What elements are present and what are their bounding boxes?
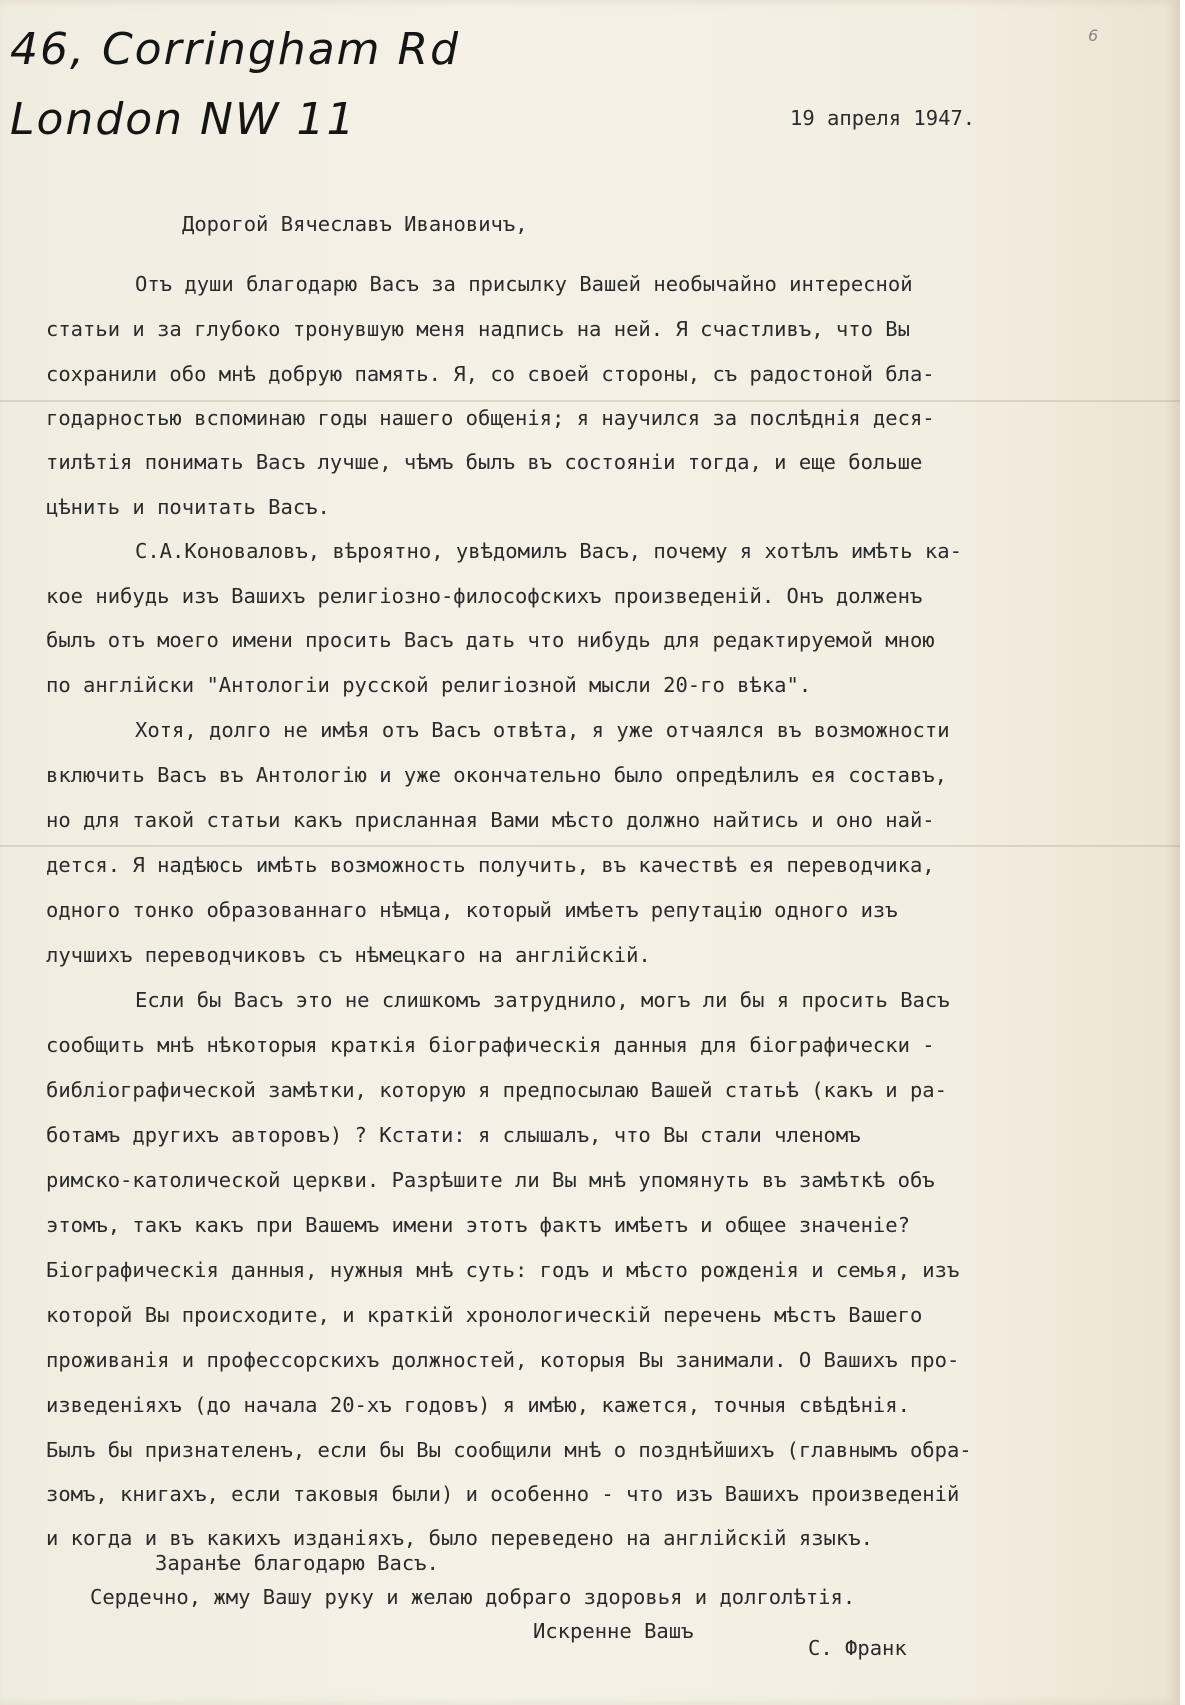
signature: С. Франк xyxy=(808,1636,907,1660)
body-line: Отъ души благодарю Васъ за присылку Вашей необычайно интересной xyxy=(135,272,913,296)
handwritten-address-line2: London NW 11 xyxy=(10,94,357,145)
body-line: С.А.Коноваловъ, вѣроятно, увѣдомилъ Васъ, почему я хотѣлъ имѣть ка- xyxy=(135,539,962,563)
body-line: сообщить мнѣ нѣкоторыя краткія біографическія данныя для біографически - xyxy=(46,1033,935,1057)
letter-date: 19 апреля 1947. xyxy=(790,106,976,130)
paper-fold-line xyxy=(0,845,1180,847)
closing-wishes: Сердечно, жму Вашу руку и желаю добраго здоровья и долголѣтія. xyxy=(90,1585,856,1609)
body-line: которой Вы происходите, и краткій хронологическій перечень мѣстъ Вашего xyxy=(46,1303,923,1327)
body-line: былъ отъ моего имени просить Васъ дать что нибудь для редактируемой мною xyxy=(46,628,935,652)
paper-fold-line xyxy=(0,400,1180,402)
body-line: по англійски "Антологіи русской религіозной мысли 20-го вѣка". xyxy=(46,673,812,697)
body-line: библіографической замѣтки, которую я предпосылаю Вашей статьѣ (какъ и ра- xyxy=(46,1078,947,1102)
body-line: проживанія и профессорскихъ должностей, которыя Вы занимали. О Вашихъ про- xyxy=(46,1348,960,1372)
body-line: ботамъ другихъ авторовъ) ? Кстати: я слышалъ, что Вы стали членомъ xyxy=(46,1123,861,1147)
handwritten-address-line1: 46, Corringham Rd xyxy=(10,24,461,75)
body-line: сохранили обо мнѣ добрую память. Я, со своей стороны, съ радостоной бла- xyxy=(46,362,935,386)
closing-thanks: Заранѣе благодарю Васъ. xyxy=(155,1551,439,1575)
body-line: этомъ, такъ какъ при Вашемъ имени этотъ фактъ имѣетъ и общее значеніе? xyxy=(46,1213,910,1237)
body-line: и когда и въ какихъ изданіяхъ, было переведено на англійскій языкъ. xyxy=(46,1526,873,1550)
page-number: 6 xyxy=(1088,26,1099,45)
body-line: Былъ бы признателенъ, если бы Вы сообщили мнѣ о позднѣйшихъ (главнымъ обра- xyxy=(46,1438,972,1462)
body-line: включить Васъ въ Антологію и уже окончательно было опредѣлилъ ея составъ, xyxy=(46,763,947,787)
body-line: Хотя, долго не имѣя отъ Васъ отвѣта, я уже отчаялся въ возможности xyxy=(135,718,950,742)
closing-sincerely: Искренне Вашъ xyxy=(533,1619,694,1643)
body-line: статьи и за глубоко тронувшую меня надпись на ней. Я счастливъ, что Вы xyxy=(46,317,910,341)
body-line: лучшихъ переводчиковъ съ нѣмецкаго на англійскій. xyxy=(46,943,651,967)
body-line: изведеніяхъ (до начала 20-хъ годовъ) я имѣю, кажется, точныя свѣдѣнія. xyxy=(46,1393,910,1417)
body-line: Если бы Васъ это не слишкомъ затруднило, могъ ли бы я просить Васъ xyxy=(135,988,950,1012)
body-line: римско-католической церкви. Разрѣшите ли Вы мнѣ упомянуть въ замѣткѣ объ xyxy=(46,1168,935,1192)
body-line: цѣнить и почитать Васъ. xyxy=(46,495,330,519)
body-line: зомъ, книгахъ, если таковыя были) и особенно - что изъ Вашихъ произведеній xyxy=(46,1482,960,1506)
body-line: дется. Я надѣюсь имѣть возможность получить, въ качествѣ ея переводчика, xyxy=(46,853,935,877)
body-line: тилѣтія понимать Васъ лучше, чѣмъ былъ въ состояніи тогда, и еще больше xyxy=(46,450,923,474)
body-line: кое нибудь изъ Вашихъ религіозно-философскихъ произведеній. Онъ долженъ xyxy=(46,584,923,608)
body-line: но для такой статьи какъ присланная Вами мѣсто должно найтись и оно най- xyxy=(46,808,935,832)
body-line: одного тонко образованнаго нѣмца, который имѣетъ репутацію одного изъ xyxy=(46,898,898,922)
letter-greeting: Дорогой Вячеславъ Ивановичъ, xyxy=(182,212,528,236)
body-line: Біографическія данныя, нужныя мнѣ суть: годъ и мѣсто рожденія и семья, изъ xyxy=(46,1258,960,1282)
body-line: годарностью вспоминаю годы нашего общенія; я научился за послѣднія деся- xyxy=(46,406,935,430)
